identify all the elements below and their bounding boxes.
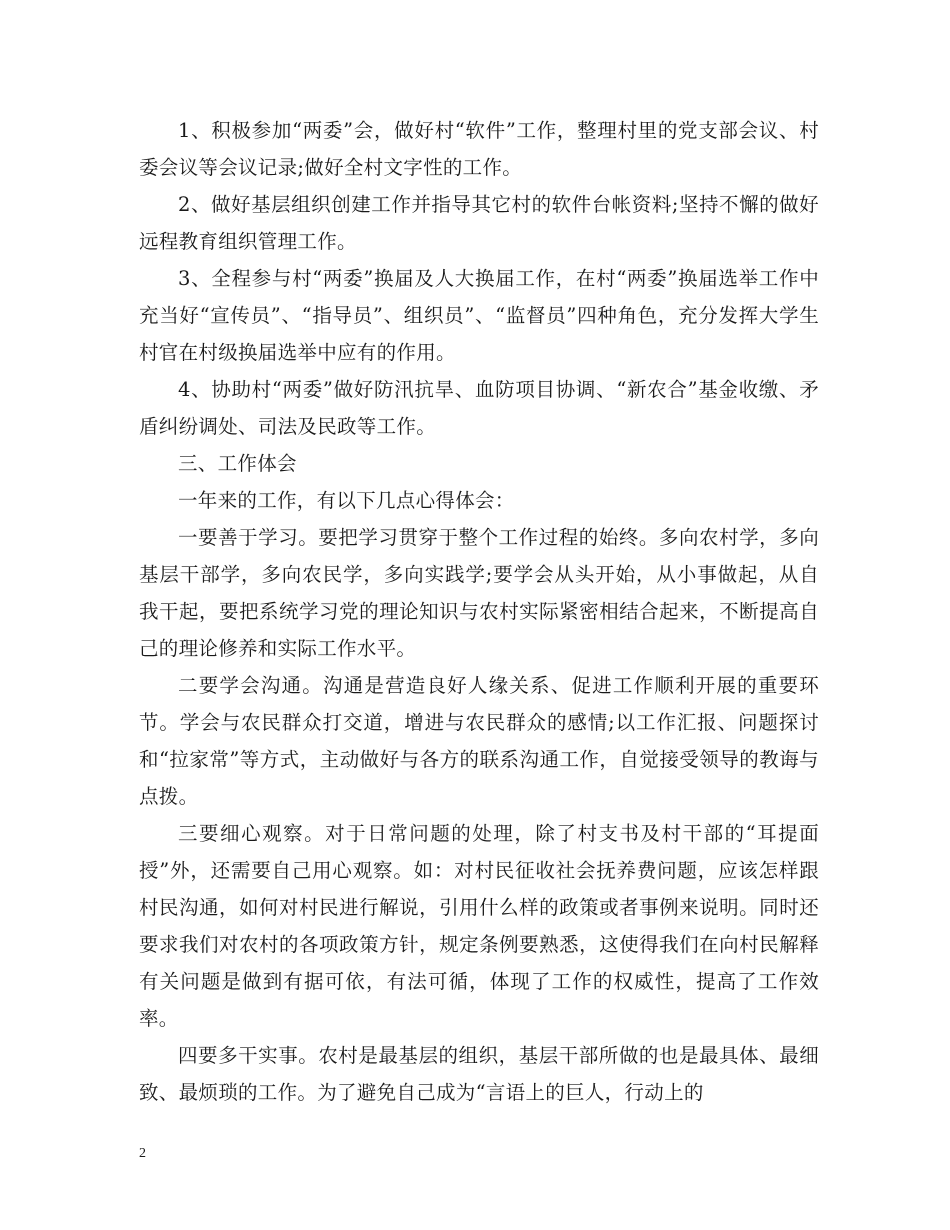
paragraph-observation: 三要细心观察。对于日常问题的处理，除了村支书及村干部的“耳提面授”外，还需要自己用心观察。如：对村民征收社会抚养费问题，应该怎样跟村民沟通，如何对村民进行解说，引用什么样的政策或者事例来说明。同时还要求我们对农村的各项政策方针，规定条例要熟悉，这使得我们在向村民解释有关问题是做到有据可依，有法可循，体现了工作的权威性，提高了工作效率。: [139, 822, 819, 1030]
page-number: 2: [139, 1146, 146, 1161]
paragraph-duty-2: 2、做好基层组织创建工作并指导其它村的软件台帐资料;坚持不懈的做好远程教育组织管理工作。: [139, 193, 819, 253]
paragraph-duty-4: 4、协助村“两委”做好防汛抗旱、血防项目协调、“新农合”基金收缴、矛盾纠纷调处、司法及民政等工作。: [139, 378, 819, 438]
paragraph-duty-1: 1、积极参加“两委”会，做好村“软件”工作，整理村里的党支部会议、村委会议等会议记录;做好全村文字性的工作。: [139, 119, 819, 179]
paragraph-communication: 二要学会沟通。沟通是营造良好人缘关系、促进工作顺利开展的重要环节。学会与农民群众打交道，增进与农民群众的感情;以工作汇报、问题探讨和“拉家常”等方式，主动做好与各方的联系沟通工作，自觉接受领导的教诲与点拨。: [139, 674, 819, 808]
paragraph-duty-3: 3、全程参与村“两委”换届及人大换届工作，在村“两委”换届选举工作中充当好“宣传员”、“指导员”、组织员”、“监督员”四种角色，充分发挥大学生村官在村级换届选举中应有的作用。: [139, 267, 819, 364]
paragraph-intro: 一年来的工作，有以下几点心得体会：: [178, 489, 515, 512]
document-body: [139, 112, 819, 1111]
paragraph-practical-work: 四要多干实事。农村是最基层的组织，基层干部所做的也是最具体、最细致、最烦琐的工作。为了避免自己成为“言语上的巨人，行动上的: [139, 1044, 819, 1104]
paragraph-learning: 一要善于学习。要把学习贯穿于整个工作过程的始终。多向农村学，多向基层干部学，多向农民学，多向实践学;要学会从头开始，从小事做起，从自我干起，要把系统学习党的理论知识与农村实际紧密相结合起来，不断提高自己的理论修养和实际工作水平。: [139, 526, 819, 660]
section-heading-work-experience: 三、工作体会: [178, 452, 297, 475]
